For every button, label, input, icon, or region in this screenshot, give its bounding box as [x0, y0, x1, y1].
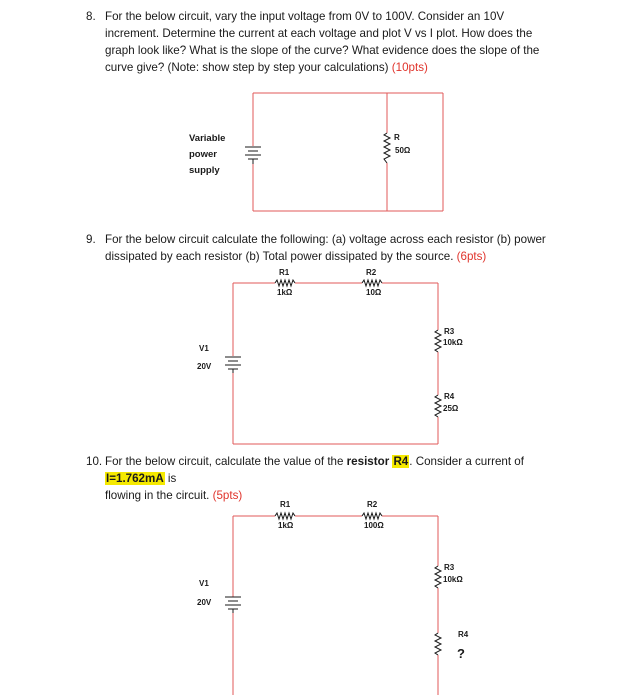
question-9-line: For the below circuit calculate the following: (a) voltage across each resistor (b) power	[105, 233, 546, 246]
question-8-number: 8.	[86, 10, 96, 23]
r1-value: 1kΩ	[278, 521, 294, 530]
r4-value: ?	[457, 646, 465, 661]
r1-name: R1	[280, 500, 291, 509]
question-8-line: increment. Determine the current at each voltage and plot V vs I plot. How does the	[105, 27, 533, 40]
resistor-r3-symbol	[435, 330, 441, 352]
supply-label: Variable power supply	[189, 133, 226, 176]
question-10	[86, 453, 566, 502]
resistor-r1-symbol	[275, 280, 295, 286]
question-8-line: For the below circuit, vary the input voltage from 0V to 100V. Consider an 10V	[105, 10, 505, 23]
highlight-current: I=1.762mA	[106, 472, 164, 485]
r4-name: R4	[444, 392, 455, 401]
resistor-r-symbol	[384, 133, 390, 163]
r3-value: 10kΩ	[443, 575, 463, 584]
resistor-r2-symbol	[362, 513, 382, 519]
battery-symbol	[245, 147, 261, 164]
resistor-r2-symbol	[362, 280, 382, 286]
r2-name: R2	[367, 500, 378, 509]
resistor-r1-symbol	[275, 513, 295, 519]
v1-name: V1	[199, 344, 209, 353]
r4-name: R4	[458, 630, 469, 639]
resistor-r4-symbol	[435, 395, 441, 417]
r3-name: R3	[444, 327, 455, 336]
highlight-r4: R4	[393, 455, 409, 468]
question-9-points: (6pts)	[456, 250, 487, 263]
v1-value: 20V	[197, 598, 212, 607]
question-8-line: graph look like? What is the slope of the curve? What evidence does the slope of the	[105, 44, 540, 57]
r3-value: 10kΩ	[443, 338, 463, 347]
question-10-line: For the below circuit, calculate the value of the resistor R4. Consider a current of I=1.762mA is	[105, 455, 524, 485]
question-8-points: (10pts)	[391, 61, 428, 74]
r2-value: 10Ω	[366, 288, 382, 297]
resistor-r-value: 50Ω	[395, 146, 411, 155]
r3-name: R3	[444, 563, 455, 572]
r1-value: 1kΩ	[277, 288, 293, 297]
question-9-line: dissipated by each resistor (b) Total power dissipated by the source. (6pts)	[105, 250, 487, 263]
question-9-number: 9.	[86, 233, 96, 246]
question-8-line: curve give? (Note: show step by step your calculations) (10pts)	[105, 61, 428, 74]
resistor-r3-symbol	[435, 566, 441, 588]
resistor-r4-symbol	[435, 633, 441, 655]
r4-value: 25Ω	[443, 404, 459, 413]
question-10-points: (5pts)	[212, 489, 243, 502]
resistor-r-name: R	[394, 133, 400, 142]
r2-name: R2	[366, 268, 377, 277]
source-v1-symbol	[225, 357, 241, 373]
r1-name: R1	[279, 268, 290, 277]
r2-value: 100Ω	[364, 521, 384, 530]
question-9	[86, 231, 566, 267]
source-v1-symbol	[225, 597, 241, 613]
v1-name: V1	[199, 579, 209, 588]
question-10-number: 10.	[86, 455, 103, 468]
v1-value: 20V	[197, 362, 212, 371]
question-8	[86, 8, 566, 80]
question-10-line: flowing in the circuit. (5pts)	[105, 489, 243, 502]
